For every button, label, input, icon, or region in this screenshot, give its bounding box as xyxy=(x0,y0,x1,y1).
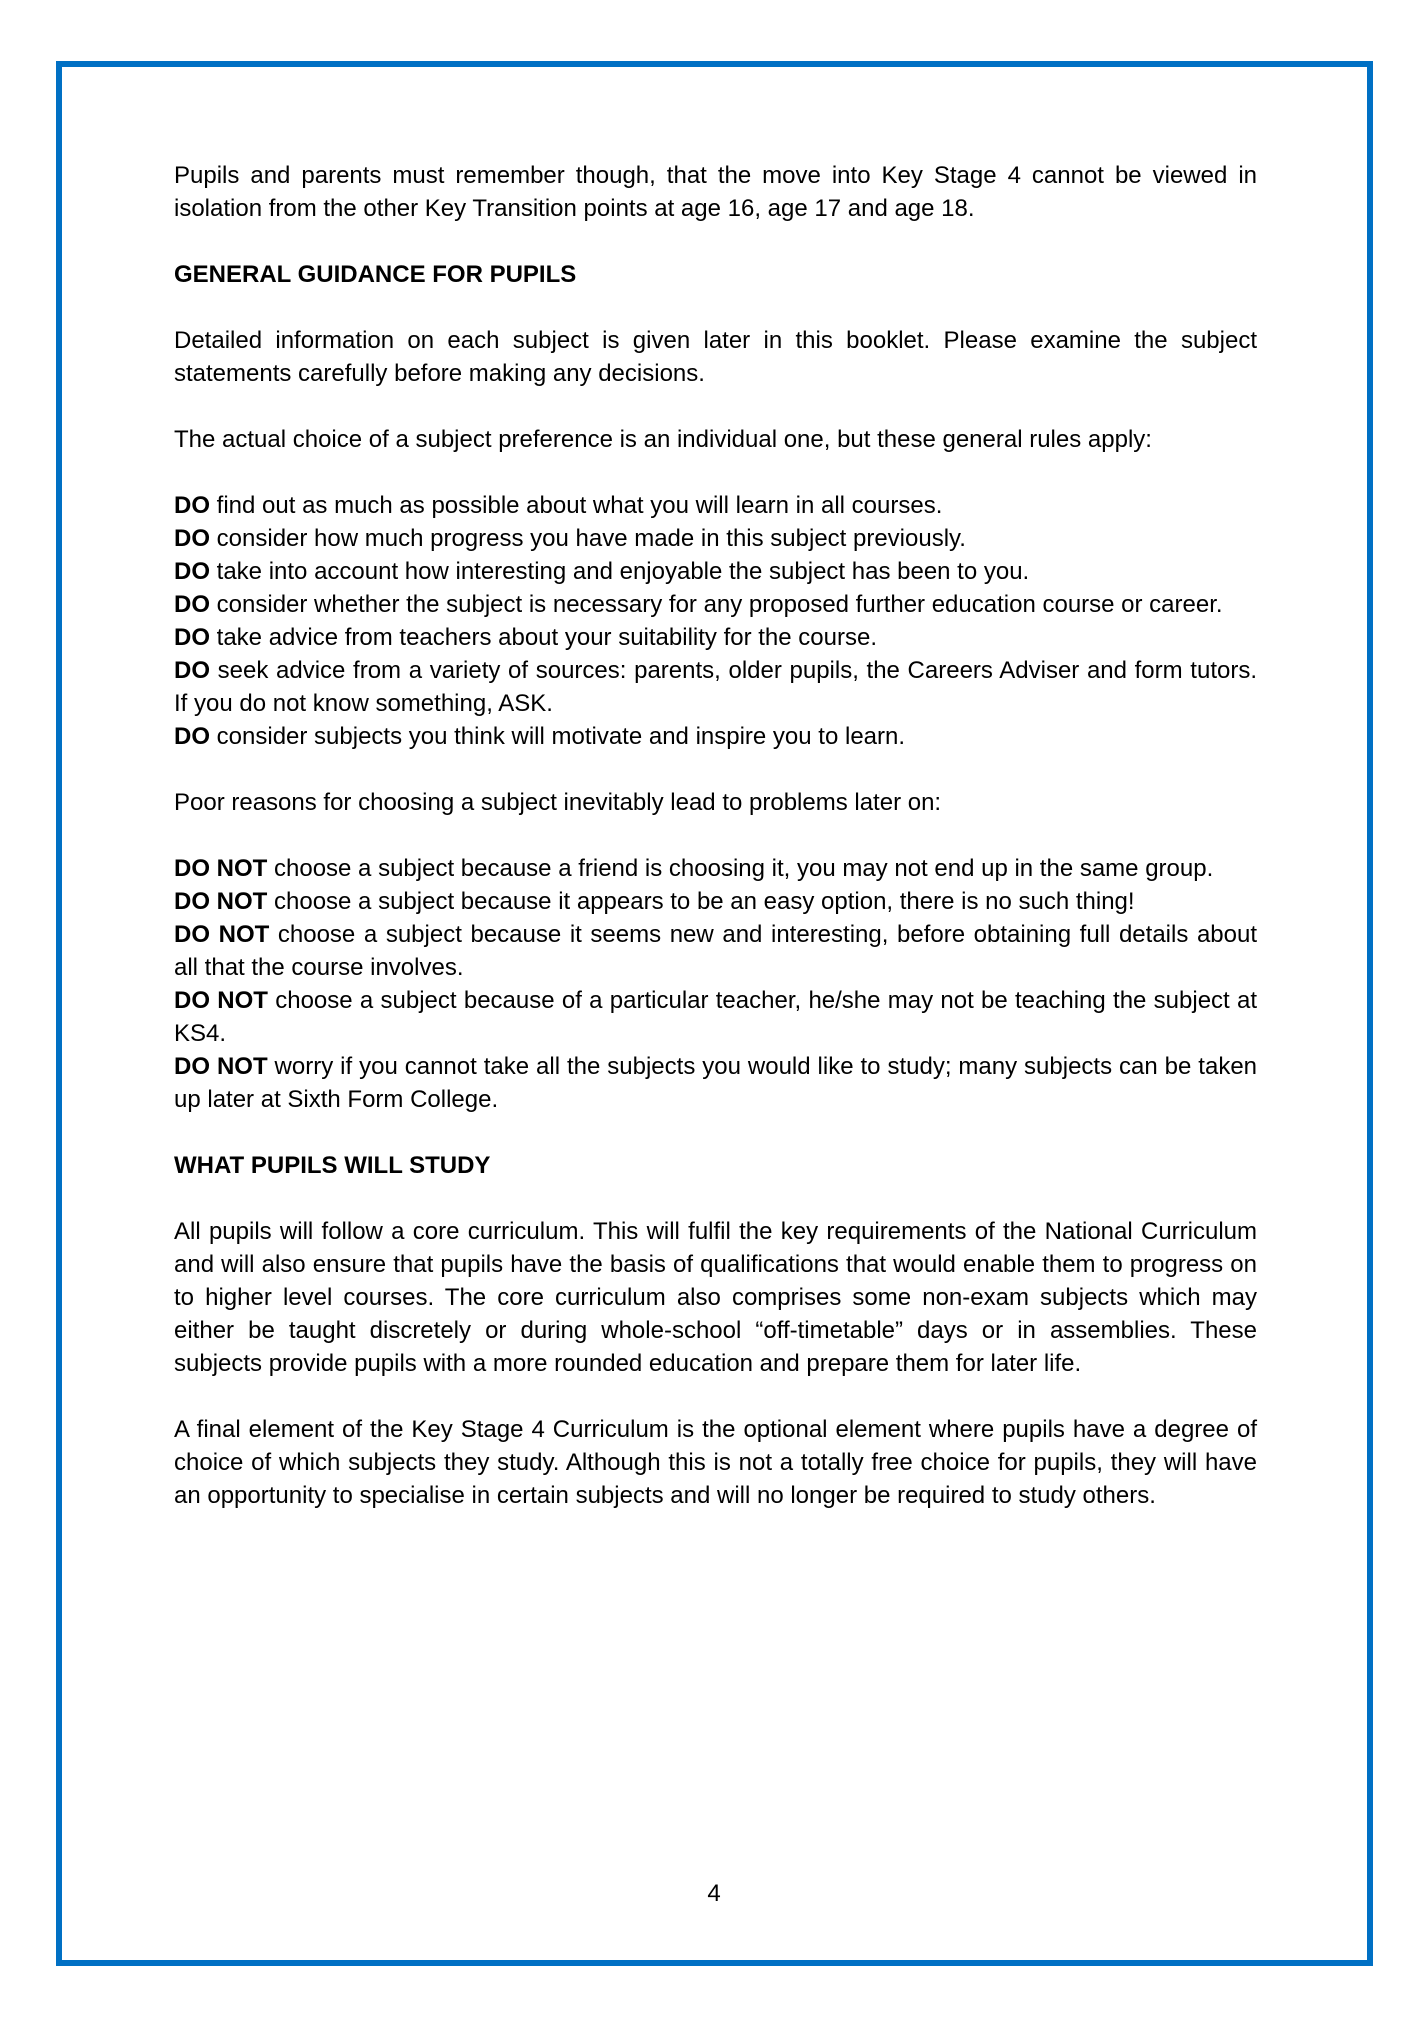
do-not-rule-item xyxy=(174,918,1257,984)
do-not-rule-item xyxy=(174,984,1257,1050)
do-keyword: DO xyxy=(174,492,210,519)
do-not-rule-item xyxy=(174,885,1257,918)
do-rule-item xyxy=(174,489,1257,522)
do-rule-item xyxy=(174,555,1257,588)
do-rule-item xyxy=(174,621,1257,654)
do-not-rule-item xyxy=(174,1050,1257,1116)
do-not-keyword: DO NOT xyxy=(174,987,268,1014)
do-not-keyword: DO NOT xyxy=(174,1053,268,1080)
do-rule-text: consider whether the subject is necessary for any proposed further education course or career. xyxy=(210,591,1223,618)
do-rule-text: find out as much as possible about what you will learn in all courses. xyxy=(210,492,943,519)
do-not-rules-list xyxy=(174,852,1257,1116)
do-not-rule-text: choose a subject because of a particular teacher, he/she may not be teaching the subject at KS4. xyxy=(174,987,1258,1047)
do-not-rule-item xyxy=(174,852,1257,885)
guidance-paragraph-detailed-info: Detailed information on each subject is given later in this booklet. Please examine the subject statements carefully before making any decisions. xyxy=(174,327,1257,387)
do-rule-item xyxy=(174,654,1257,720)
section-heading-what-pupils-will-study: WHAT PUPILS WILL STUDY xyxy=(174,1152,491,1179)
do-keyword: DO xyxy=(174,624,210,651)
do-not-rule-text: choose a subject because it appears to be an easy option, there is no such thing! xyxy=(267,888,1135,915)
do-rule-text: take advice from teachers about your suitability for the course. xyxy=(210,624,877,651)
do-keyword: DO xyxy=(174,558,210,585)
do-rule-text: consider subjects you think will motivate and inspire you to learn. xyxy=(210,723,906,750)
guidance-paragraph-actual-choice: The actual choice of a subject preference is an individual one, but these general rules apply: xyxy=(174,426,1152,453)
do-keyword: DO xyxy=(174,723,210,750)
do-not-rule-text: choose a subject because a friend is choosing it, you may not end up in the same group. xyxy=(267,855,1214,882)
do-keyword: DO xyxy=(174,525,210,552)
document-body xyxy=(174,159,1257,1545)
do-not-keyword: DO NOT xyxy=(174,855,268,882)
study-paragraph-optional-element: A final element of the Key Stage 4 Curriculum is the optional element where pupils have a degree of choice of which subjects they study. Although this is not a totally free choice for pupils, they will have an opportunity to specialise in certain subjects and will no longer be required to study others. xyxy=(174,1416,1257,1509)
study-paragraph-core-curriculum: All pupils will follow a core curriculum. This will fulfil the key requirements of the National Curriculum and will also ensure that pupils have the basis of qualifications that would enable them to progress on to higher level courses. The core curriculum also comprises some non-exam subjects which may either be taught discretely or during whole-school “off-timetable” days or in assemblies. These subjects provide pupils with a more rounded education and prepare them for later life. xyxy=(174,1218,1257,1377)
do-rule-item xyxy=(174,720,1257,753)
do-not-rule-text: choose a subject because it seems new and interesting, before obtaining full details about all that the course involves. xyxy=(174,921,1257,981)
do-keyword: DO xyxy=(174,657,210,684)
do-not-keyword: DO NOT xyxy=(174,921,270,948)
do-rule-item xyxy=(174,522,1257,555)
do-rules-list xyxy=(174,489,1257,753)
section-heading-general-guidance: GENERAL GUIDANCE FOR PUPILS xyxy=(174,261,577,288)
do-keyword: DO xyxy=(174,591,210,618)
intro-paragraph: Pupils and parents must remember though, that the move into Key Stage 4 cannot be viewed in isolation from the other Key Transition points at age 16, age 17 and age 18. xyxy=(174,162,1257,222)
do-rule-text: take into account how interesting and enjoyable the subject has been to you. xyxy=(210,558,1030,585)
do-rule-item xyxy=(174,588,1257,621)
do-rule-text: consider how much progress you have made in this subject previously. xyxy=(210,525,966,552)
do-rule-text: seek advice from a variety of sources: parents, older pupils, the Careers Adviser and form tutors. If you do not know something, ASK. xyxy=(174,657,1257,717)
poor-reasons-intro: Poor reasons for choosing a subject inevitably lead to problems later on: xyxy=(174,789,942,816)
do-not-rule-text: worry if you cannot take all the subjects you would like to study; many subjects can be taken up later at Sixth Form College. xyxy=(174,1053,1258,1113)
do-not-keyword: DO NOT xyxy=(174,888,268,915)
page-number: 4 xyxy=(707,1880,721,1907)
